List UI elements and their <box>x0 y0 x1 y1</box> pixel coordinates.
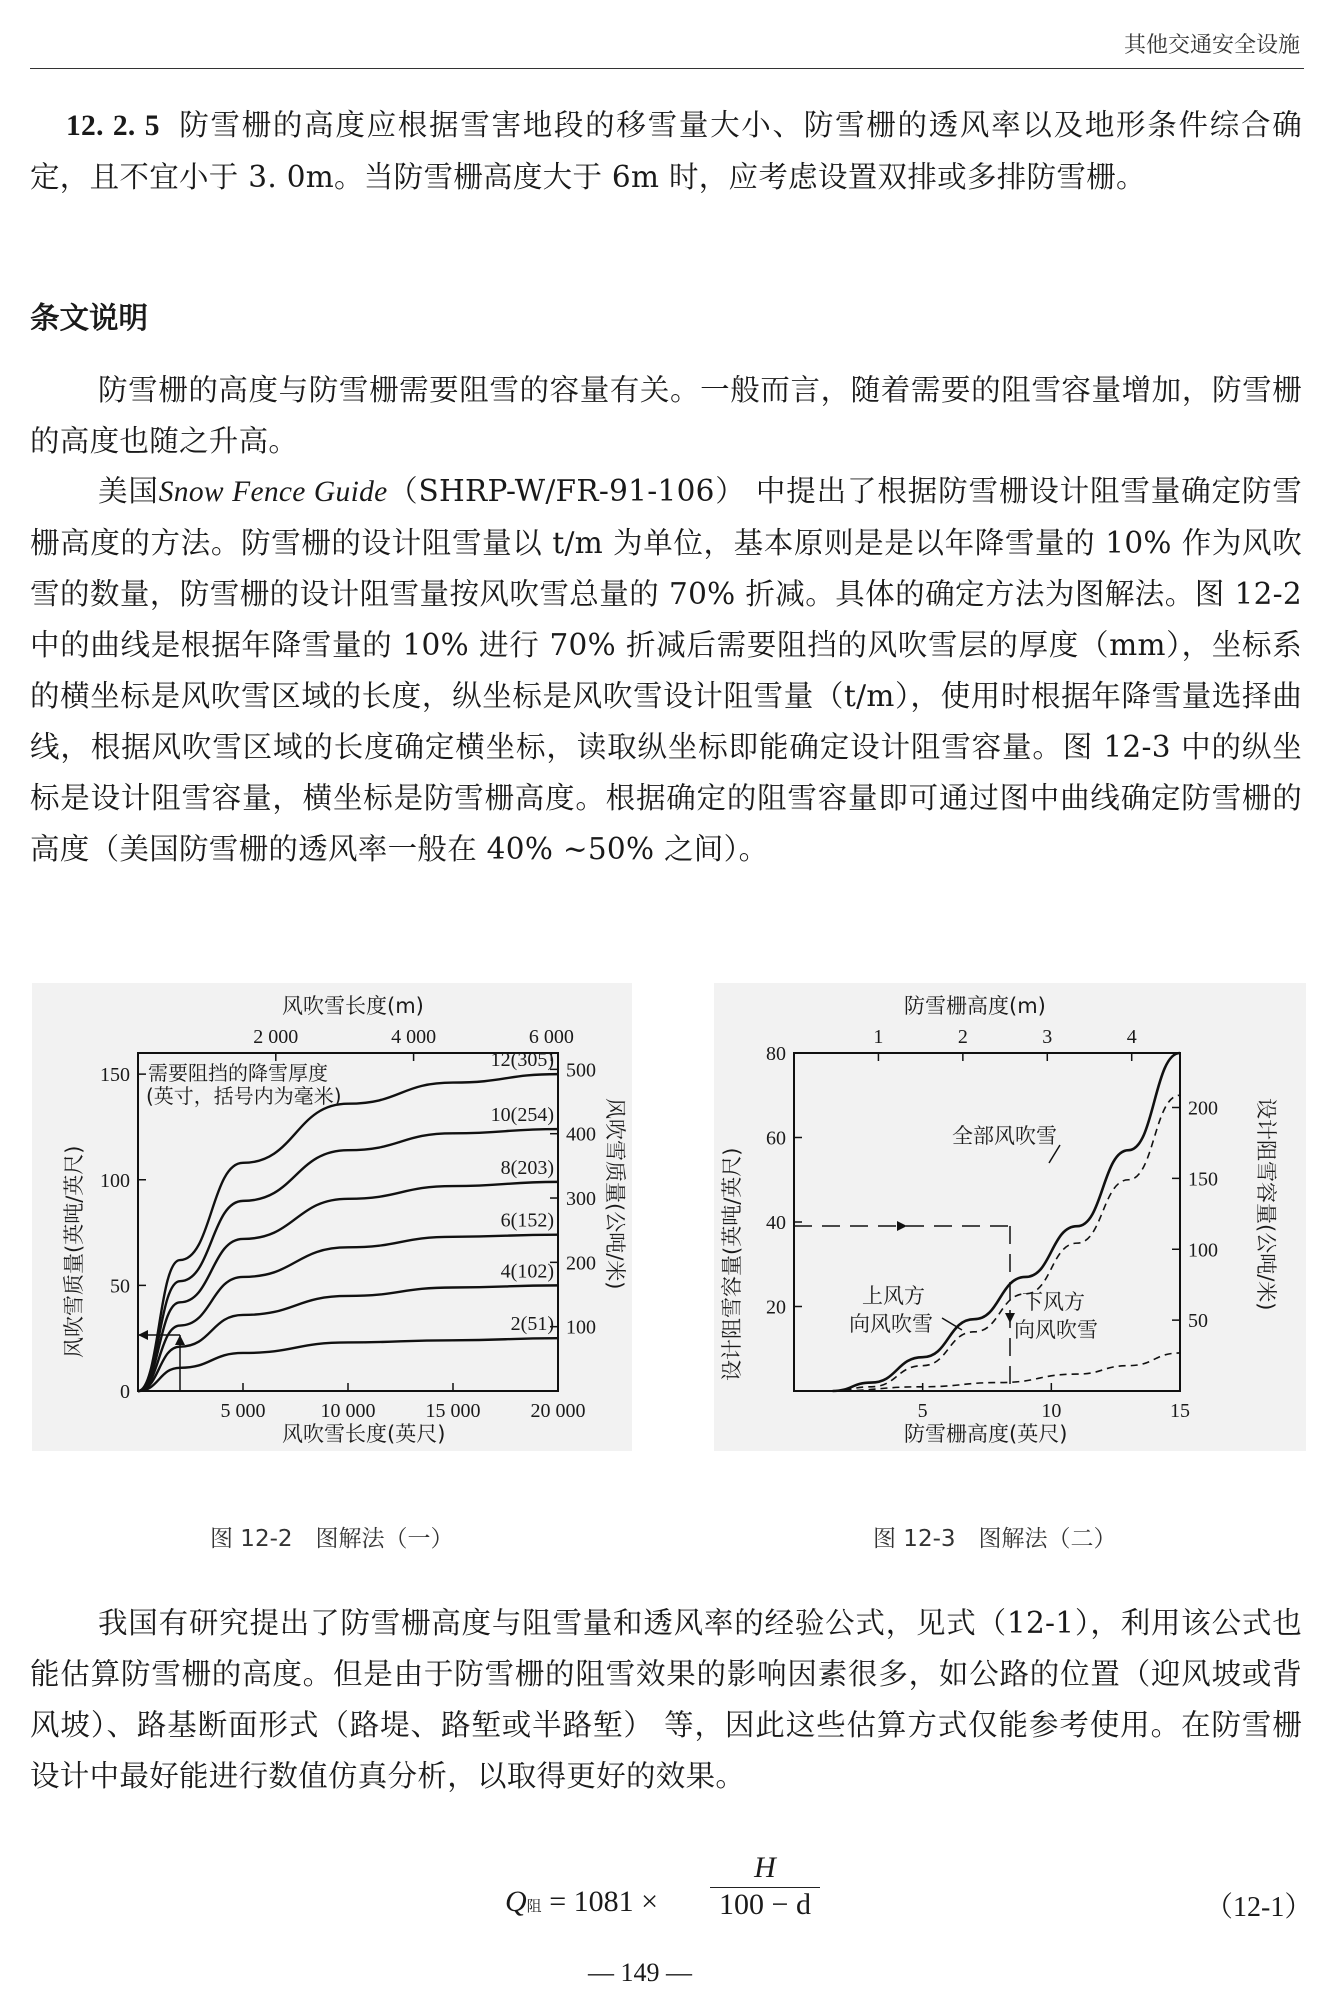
label-upwind-1: 上风方 <box>862 1284 925 1308</box>
x-tick-label: 10 <box>1041 1400 1062 1422</box>
annotation-line-1: 需要阻挡的降雪厚度 <box>148 1061 328 1085</box>
formula-middle: = 1081 × <box>541 1885 659 1918</box>
formula-numerator: H <box>710 1851 820 1888</box>
series-label: 2(51) <box>510 1313 554 1336</box>
series-line <box>138 1235 558 1391</box>
top-tick-label: 4 000 <box>391 1026 437 1048</box>
x-tick-label: 20 000 <box>530 1400 586 1422</box>
y-tick-label: 60 <box>766 1127 786 1150</box>
series-label: 10(254) <box>490 1104 554 1127</box>
arrowhead-left <box>138 1330 148 1340</box>
series-label: 4(102) <box>500 1260 554 1283</box>
x-axis-title: 风吹雪长度(英尺) <box>282 1422 446 1446</box>
right-tick-label: 300 <box>566 1188 596 1211</box>
header-title: 其他交通安全设施 <box>1123 33 1300 58</box>
x-tick-label: 5 000 <box>220 1400 266 1422</box>
p2-rest: （SHRP-W/FR-91-106） 中提出了根据防雪栅设计阻雪量确定防雪栅高度的方法。防雪栅的设计阻雪量以 t/m 为单位，基本原则是是以年降雪量的 10% 作为风吹雪的数量，防雪栅的设计阻雪量按风吹雪总量的 70% 折减。具体的确定方法为图解法。图 12-2 中的曲线是根据年降雪量的 10% 进行 70% 折减后需要阻挡的风吹雪层的厚度（mm），坐标系的横坐标是风吹雪区域的长度，纵坐标是风吹雪设计阻雪量（t/m），使用时根据年降雪量选择曲线，根据风吹雪区域的长度确定横坐标，读取纵坐标即能确定设计阻雪容量。图 12-3 中的纵坐标是设计阻雪容量，横坐标是防雪栅高度。根据确定的阻雪容量即可通过图中曲线确定防雪栅的高度（美国防雪栅的透风率一般在 40% ~50% 之间）。 <box>30 474 1302 866</box>
top-tick-label: 3 <box>1042 1026 1053 1048</box>
y-axis-title-right: 风吹雪质量(公吨/米) <box>603 1098 627 1290</box>
section-heading: 条文说明 <box>30 301 149 335</box>
p2-prefix: 美国 <box>98 474 159 508</box>
x-tick-label: 5 <box>917 1400 928 1422</box>
right-tick-label: 500 <box>566 1059 596 1082</box>
clause-text: 防雪栅的高度应根据雪害地段的移雪量大小、防雪栅的透风率以及地形条件综合确定，且不宜小于 3. 0m。当防雪栅高度大于 6m 时，应考虑设置双排或多排防雪栅。 <box>30 108 1302 194</box>
formula-q-sub: 阻 <box>526 1897 542 1915</box>
y-axis-title: 设计阻雪容量(英吨/英尺) <box>720 1147 744 1381</box>
guide-title: Snow Fence Guide <box>158 476 388 508</box>
page-number: — 149 — <box>588 1958 692 1987</box>
top-tick-label: 1 <box>873 1026 884 1048</box>
figure-12-3 <box>714 983 1306 1451</box>
chart-12-2 <box>32 983 632 1451</box>
clause-number: 12. 2. 5 <box>66 110 160 142</box>
formula-denominator: 100 − d <box>719 1888 811 1921</box>
label-total-drift: 全部风吹雪 <box>952 1124 1057 1148</box>
y-tick-label: 50 <box>110 1275 130 1298</box>
y-axis-title-right: 设计阻雪容量(公吨/米) <box>1254 1098 1278 1311</box>
right-tick-label: 100 <box>566 1316 596 1339</box>
series-label: 6(152) <box>500 1209 554 1232</box>
x-tick-label: 15 000 <box>425 1400 481 1422</box>
y-tick-label: 40 <box>766 1212 786 1234</box>
top-axis-title: 风吹雪长度(m) <box>282 994 424 1018</box>
right-tick-label: 400 <box>566 1123 596 1146</box>
page-header <box>30 22 1304 69</box>
annotation-line-2: (英寸，括号内为毫米) <box>146 1084 342 1108</box>
series-line <box>833 1353 1180 1391</box>
series-line <box>833 1053 1180 1391</box>
top-tick-label: 2 000 <box>253 1026 299 1048</box>
figure-12-2 <box>32 983 632 1451</box>
x-tick-label: 15 <box>1170 1400 1190 1422</box>
right-tick-label: 200 <box>566 1252 596 1275</box>
x-tick-label: 10 000 <box>320 1400 376 1422</box>
label-upwind-2: 向风吹雪 <box>849 1312 933 1336</box>
formula-12-1 <box>505 1851 811 1921</box>
explanation-paragraph-1: 防雪栅的高度与防雪栅需要阻雪的容量有关。一般而言，随着需要的阻雪容量增加，防雪栅的高度也随之升高。 <box>30 373 1302 458</box>
plot-frame <box>794 1053 1180 1391</box>
explanation-paragraph-2 <box>30 466 1302 875</box>
clause-paragraph <box>30 100 1302 203</box>
right-tick-label: 200 <box>1188 1097 1218 1120</box>
chart-12-3 <box>714 983 1306 1451</box>
x-axis-title: 防雪栅高度(英尺) <box>904 1422 1068 1446</box>
right-tick-label: 100 <box>1188 1239 1218 1262</box>
label-downwind-1: 下风方 <box>1022 1290 1085 1314</box>
y-tick-label: 20 <box>766 1296 786 1319</box>
figure-12-2-caption: 图 12-2 图解法（一） <box>210 1526 454 1552</box>
explanation-paragraph-3: 我国有研究提出了防雪栅高度与阻雪量和透风率的经验公式，见式（12-1），利用该公式也能估算防雪栅的高度。但是由于防雪栅的阻雪效果的影响因素很多，如公路的位置（迎风坡或背风坡）、路基断面形式（路堤、路堑或半路堑） 等，因此这些估算方式仅能参考使用。在防雪栅设计中最好能进行数值仿真分析，以取得更好的效果。 <box>30 1606 1302 1793</box>
series-label: 8(203) <box>500 1156 554 1179</box>
y-tick-label: 0 <box>120 1381 130 1403</box>
right-tick-label: 150 <box>1188 1168 1218 1191</box>
top-tick-label: 4 <box>1126 1026 1137 1048</box>
y-tick-label: 100 <box>100 1169 130 1192</box>
series-label: 12(305) <box>490 1049 554 1072</box>
right-tick-label: 50 <box>1188 1310 1208 1333</box>
y-axis-title: 风吹雪质量(英吨/英尺) <box>62 1145 86 1358</box>
top-tick-label: 2 <box>957 1026 968 1048</box>
series-line <box>138 1129 558 1391</box>
series-line <box>138 1285 558 1391</box>
formula-fraction <box>710 1851 820 1922</box>
label-downwind-2: 向风吹雪 <box>1014 1318 1098 1342</box>
top-tick-label: 6 000 <box>528 1026 574 1048</box>
arrowhead-up <box>175 1335 185 1345</box>
formula-number: （12-1） <box>1205 1892 1313 1923</box>
formula-q: Q <box>505 1885 527 1918</box>
y-tick-label: 80 <box>766 1043 786 1065</box>
figure-12-3-caption: 图 12-3 图解法（二） <box>873 1526 1117 1552</box>
y-tick-label: 150 <box>100 1064 130 1087</box>
top-axis-title: 防雪栅高度(m) <box>904 994 1046 1018</box>
arrowhead-right <box>897 1221 907 1231</box>
